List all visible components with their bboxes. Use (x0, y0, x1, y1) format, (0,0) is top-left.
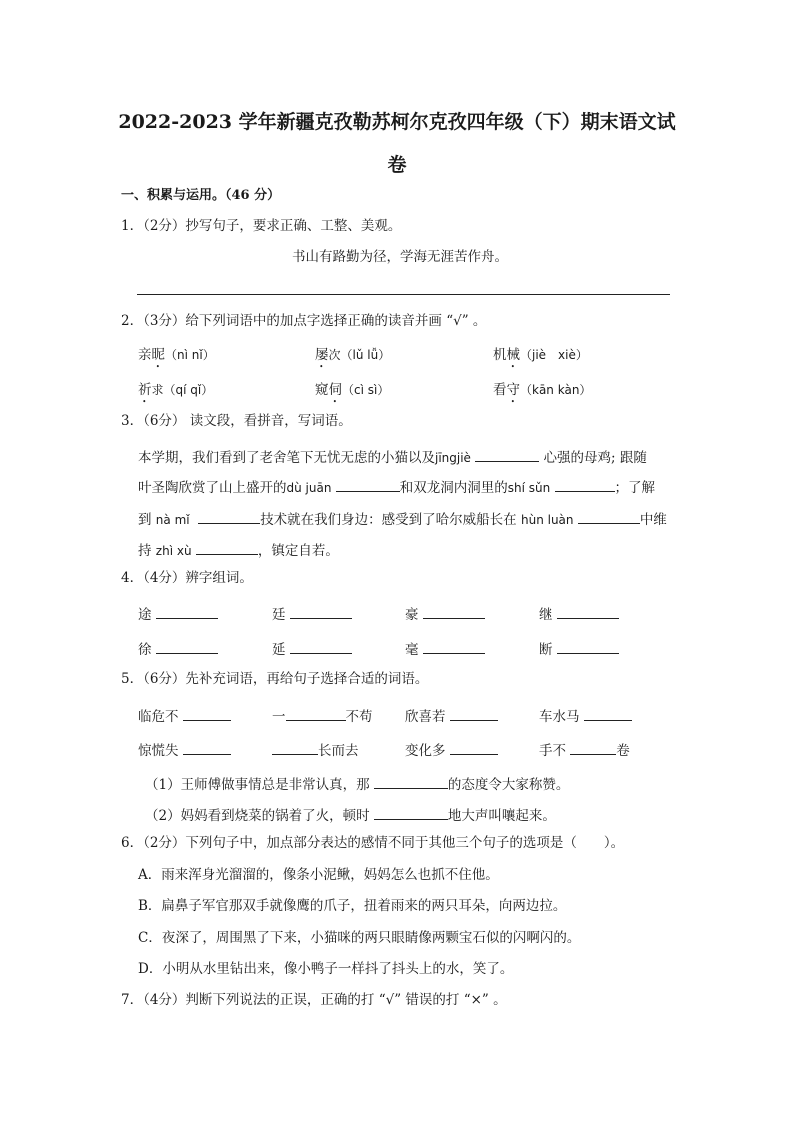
answer-blank[interactable] (423, 640, 485, 654)
idiom-text: 临危不 (138, 709, 179, 725)
q5-sentence-1 (145, 775, 569, 793)
q2-item-post: （jiè xiè） (520, 348, 588, 362)
idiom-text: 惊慌失 (138, 743, 179, 759)
q3-line (138, 510, 667, 528)
pinyin-prompt: nà mǐ (155, 513, 190, 527)
q2-item[interactable] (138, 347, 215, 371)
char: 途 (138, 607, 152, 623)
q4-item[interactable] (138, 640, 218, 658)
q2-item[interactable] (493, 347, 588, 371)
idiom-item[interactable] (138, 707, 231, 725)
idiom-item[interactable] (272, 707, 373, 725)
idiom-text: 长而去 (318, 743, 359, 759)
q3-line (138, 478, 655, 496)
q5-text: （2）妈妈看到烧菜的锅着了火，顿时 (145, 808, 370, 824)
answer-blank[interactable] (290, 640, 352, 654)
q5-text: 的态度令大家称赞。 (447, 777, 570, 793)
q3-text: 中维 (639, 512, 667, 528)
q2-item-dotted: 昵 (151, 347, 165, 363)
q2-item[interactable] (138, 382, 213, 406)
answer-blank[interactable] (336, 478, 400, 492)
q4-item[interactable] (138, 605, 218, 623)
q2-item[interactable] (315, 347, 390, 371)
section-heading: 一、积累与运用。（46 分） (121, 188, 281, 203)
char: 豪 (405, 607, 419, 623)
q2-item-dotted: 屡 (315, 347, 329, 363)
answer-blank[interactable] (423, 605, 485, 619)
q5-text: （1）王师傅做事情总是非常认真，那 (145, 777, 370, 793)
char: 延 (272, 642, 286, 658)
pinyin-prompt: zhì xù (155, 544, 192, 558)
q4-item[interactable] (272, 605, 352, 623)
q3-text: 技术就在我们身边：感受到了哈尔威船长在 (260, 512, 517, 528)
idiom-text: 一 (272, 709, 286, 725)
pinyin-prompt: jīngjiè (435, 451, 471, 465)
idiom-item[interactable] (405, 741, 498, 759)
idiom-text: 卷 (616, 743, 630, 759)
q6-option-b[interactable]: B．扁鼻子军官那双手就像鹰的爪子，扭着雨来的两只耳朵，向两边拉。 (138, 898, 567, 914)
idiom-item[interactable] (138, 741, 231, 759)
answer-blank[interactable] (557, 605, 619, 619)
q6-stem: 6．（2分）下列句子中，加点部分表达的感情不同于其他三个句子的选项是（ ）。 (121, 835, 625, 851)
q4-item[interactable] (405, 640, 485, 658)
q2-item-pre: 看 (493, 382, 507, 398)
char: 徐 (138, 642, 152, 658)
char: 继 (539, 607, 553, 623)
q2-item-dotted: 祈 (138, 382, 152, 398)
q6-option-d[interactable]: D．小明从水里钻出来，像小鸭子一样抖了抖头上的水，笑了。 (138, 961, 514, 977)
q2-item-post: （cì sì） (342, 383, 390, 397)
answer-blank[interactable] (557, 640, 619, 654)
idiom-text: 不苟 (345, 709, 373, 725)
answer-blank[interactable] (570, 741, 616, 755)
q2-item-pre: 亲 (138, 347, 152, 363)
idiom-item[interactable] (272, 741, 359, 759)
idiom-text: 欣喜若 (405, 709, 446, 725)
page-title-line1: 2022-2023 学年新疆克孜勒苏柯尔克孜四年级（下）期末语文试 (118, 111, 676, 133)
q2-item-dotted: 伺 (328, 382, 342, 398)
page-title-line2: 卷 (387, 154, 407, 176)
q4-item[interactable] (272, 640, 352, 658)
q2-stem: 2．（3分）给下列词语中的加点字选择正确的读音并画 “√” 。 (121, 313, 487, 329)
q3-text: 到 (138, 512, 152, 528)
q2-item-post: 次（lǔ lǚ） (328, 348, 391, 362)
answer-blank[interactable] (290, 605, 352, 619)
q2-item-post: （kān kàn） (520, 383, 592, 397)
q5-stem: 5．（6分）先补充词语，再给句子选择合适的词语。 (121, 671, 429, 687)
q2-item[interactable] (493, 382, 591, 406)
answer-blank[interactable] (156, 640, 218, 654)
q3-text: 持 (138, 543, 152, 559)
q6-option-a[interactable]: A．雨来浑身光溜溜的，像条小泥鳅，妈妈怎么也抓不住他。 (138, 867, 499, 883)
answer-blank[interactable] (374, 806, 448, 820)
idiom-item[interactable] (405, 707, 498, 725)
q2-item-pre: 机 (493, 347, 507, 363)
answer-blank[interactable] (555, 478, 615, 492)
q2-item-dotted: 守 (506, 382, 520, 398)
answer-blank[interactable] (475, 448, 539, 462)
q3-stem: 3．（6分） 读文段，看拼音，写词语。 (121, 413, 352, 429)
q3-text: 叶圣陶欣赏了山上盛开的 (138, 480, 287, 496)
answer-blank[interactable] (183, 707, 231, 721)
q4-item[interactable] (539, 640, 619, 658)
answer-blank[interactable] (156, 605, 218, 619)
pinyin-prompt: shí sǔn (507, 481, 551, 495)
q3-line (138, 448, 647, 466)
answer-blank[interactable] (374, 775, 448, 789)
q2-item-post: 求（qí qǐ） (151, 383, 214, 397)
q1-stem: 1．（2分）抄写句子，要求正确、工整、美观。 (121, 218, 402, 234)
pinyin-prompt: hùn luàn (520, 513, 574, 527)
idiom-item[interactable] (539, 707, 632, 725)
q4-item[interactable] (539, 605, 619, 623)
q3-text: 心强的母鸡; 跟随 (543, 450, 647, 466)
answer-blank[interactable] (584, 707, 632, 721)
answer-blank[interactable] (272, 741, 318, 755)
idiom-text: 手不 (539, 743, 566, 759)
q1-answer-line[interactable] (137, 294, 670, 295)
idiom-item[interactable] (539, 741, 630, 759)
q3-line (138, 541, 339, 559)
answer-blank[interactable] (286, 707, 346, 721)
answer-blank[interactable] (196, 541, 258, 555)
answer-blank[interactable] (578, 510, 640, 524)
answer-blank[interactable] (450, 707, 498, 721)
q2-item-dotted: 械 (506, 347, 520, 363)
q4-item[interactable] (405, 605, 485, 623)
answer-blank[interactable] (450, 741, 498, 755)
char: 断 (539, 642, 553, 658)
idiom-text: 变化多 (405, 743, 446, 759)
q3-text: 和双龙洞内洞里的 (399, 480, 508, 496)
q3-text: ；了解 (614, 480, 655, 496)
char: 廷 (272, 607, 286, 623)
q4-stem: 4．（4分）辨字组词。 (121, 570, 253, 586)
answer-blank[interactable] (198, 510, 260, 524)
idiom-text: 车水马 (539, 709, 580, 725)
q1-sentence: 书山有路勤为径，学海无涯苦作舟。 (292, 249, 508, 265)
q7-stem: 7．（4分）判断下列说法的正误，正确的打 “√” 错误的打 “×” 。 (121, 992, 507, 1008)
q3-text: 本学期，我们看到了老舍笔下无忧无虑的小猫以及 (138, 450, 435, 466)
pinyin-prompt: dù juān (286, 481, 332, 495)
q5-sentence-2 (145, 806, 556, 824)
char: 毫 (405, 642, 419, 658)
q3-text: ，镇定自若。 (257, 543, 339, 559)
q5-text: 地大声叫嚷起来。 (447, 808, 556, 824)
answer-blank[interactable] (183, 741, 231, 755)
q2-item-post: （nì nǐ） (165, 348, 215, 362)
q6-option-c[interactable]: C．夜深了，周围黑了下来，小猫咪的两只眼睛像两颗宝石似的闪啊闪的。 (138, 930, 581, 946)
q2-item[interactable] (315, 382, 389, 406)
q2-item-pre: 窥 (315, 382, 329, 398)
